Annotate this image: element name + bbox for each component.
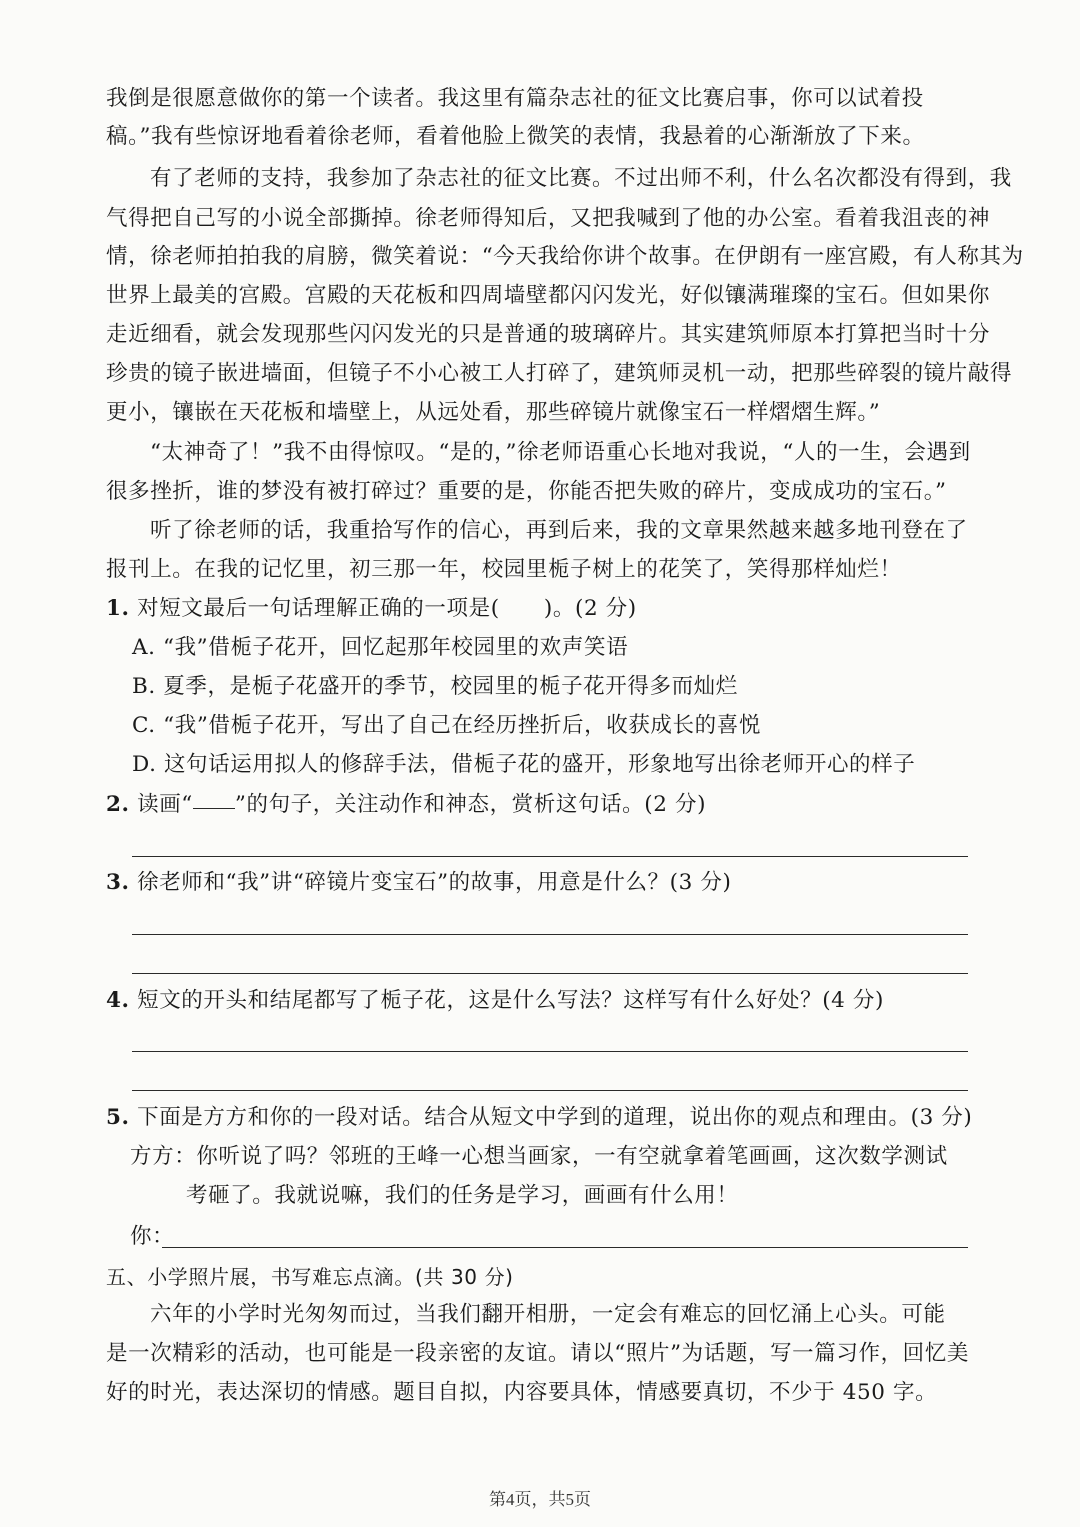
question-text: 下面是方方和你的一段对话。结合从短文中学到的道理，说出你的观点和理由。(3 分) xyxy=(129,1105,973,1130)
section-title: 五、小学照片展，书写难忘点滴。(共 30 分) xyxy=(106,1265,514,1289)
question-number: 1. xyxy=(106,596,130,621)
page-footer: 第4页，共5页 xyxy=(489,1490,591,1509)
question-text: 读画“ xyxy=(129,792,193,817)
prompt-line: 是一次精彩的活动，也可能是一段亲密的友谊。请以“照片”为话题，写一篇习作，回忆美 xyxy=(106,1341,969,1366)
question-number: 2. xyxy=(106,792,130,817)
question-number: 5. xyxy=(106,1105,130,1130)
you-label: 你： xyxy=(130,1224,175,1249)
answer-line[interactable] xyxy=(132,934,968,935)
question-3 xyxy=(106,868,976,898)
question-text: 徐老师和“我”讲“碎镜片变宝石”的故事，用意是什么？(3 分) xyxy=(129,870,732,895)
question-number: 4. xyxy=(106,988,130,1013)
passage-line: 听了徐老师的话，我重拾写作的信心，再到后来，我的文章果然越来越多地刊登在了 xyxy=(150,518,968,543)
prompt-line: 六年的小学时光匆匆而过，当我们翻开相册，一定会有难忘的回忆涌上心头。可能 xyxy=(150,1302,946,1327)
passage-line: 很多挫折，谁的梦没有被打碎过？重要的是，你能否把失败的碎片，变成成功的宝石。” xyxy=(106,479,947,504)
answer-line[interactable] xyxy=(132,1051,968,1052)
answer-line[interactable] xyxy=(162,1247,968,1248)
option-c: C. “我”借栀子花开，写出了自己在经历挫折后，收获成长的喜悦 xyxy=(132,713,761,738)
question-5 xyxy=(106,1103,976,1133)
answer-line[interactable] xyxy=(132,856,968,857)
question-text: 对短文最后一句话理解正确的一项是( )。(2 分) xyxy=(129,596,637,621)
question-text: ”的句子，关注动作和神态，赏析这句话。(2 分) xyxy=(234,792,707,817)
passage-line: 报刊上。在我的记忆里，初三那一年，校园里栀子树上的花笑了，笑得那样灿烂！ xyxy=(106,557,902,582)
question-text: 短文的开头和结尾都写了栀子花，这是什么写法？这样写有什么好处？(4 分) xyxy=(129,988,884,1013)
dialog-line: 方方：你听说了吗？邻班的王峰一心想当画家，一有空就拿着笔画画，这次数学测试 xyxy=(130,1144,948,1169)
passage-line: 更小，镶嵌在天花板和墙壁上，从远处看，那些碎镜片就像宝石一样熠熠生辉。” xyxy=(106,400,881,425)
answer-line[interactable] xyxy=(132,1090,968,1091)
answer-line[interactable] xyxy=(132,973,968,974)
question-2 xyxy=(106,790,976,820)
passage-line: 珍贵的镜子嵌进墙面，但镜子不小心被工人打碎了，建筑师灵机一动，把那些碎裂的镜片敲得 xyxy=(106,361,1013,386)
question-1 xyxy=(106,594,976,624)
underline-sample xyxy=(193,794,235,809)
passage-line: 情，徐老师拍拍我的肩膀，微笑着说：“今天我给你讲个故事。在伊朗有一座宫殿，有人称其为 xyxy=(106,244,1024,269)
option-d: D. 这句话运用拟人的修辞手法，借栀子花的盛开，形象地写出徐老师开心的样子 xyxy=(132,752,916,777)
question-number: 3. xyxy=(106,870,130,895)
option-a: A. “我”借栀子花开，回忆起那年校园里的欢声笑语 xyxy=(132,635,629,660)
passage-line: “太神奇了！”我不由得惊叹。“是的，”徐老师语重心长地对我说，“人的一生，会遇到 xyxy=(150,440,971,465)
prompt-line: 好的时光，表达深切的情感。题目自拟，内容要具体，情感要真切，不少于 450 字。 xyxy=(106,1380,938,1405)
passage-line: 气得把自己写的小说全部撕掉。徐老师得知后，又把我喊到了他的办公室。看着我沮丧的神 xyxy=(106,206,991,231)
passage-line: 世界上最美的宫殿。宫殿的天花板和四周墙壁都闪闪发光，好似镶满璀璨的宝石。但如果你 xyxy=(106,283,991,308)
question-4 xyxy=(106,986,976,1016)
passage-line: 走近细看，就会发现那些闪闪发光的只是普通的玻璃碎片。其实建筑师原本打算把当时十分 xyxy=(106,322,991,347)
passage-line: 我倒是很愿意做你的第一个读者。我这里有篇杂志社的征文比赛启事，你可以试着投 xyxy=(106,86,924,111)
option-b: B. 夏季，是栀子花盛开的季节，校园里的栀子花开得多而灿烂 xyxy=(132,674,738,699)
passage-line: 稿。”我有些惊讶地看着徐老师，看着他脸上微笑的表情，我悬着的心渐渐放了下来。 xyxy=(106,124,925,149)
dialog-line: 考砸了。我就说嘛，我们的任务是学习，画画有什么用！ xyxy=(186,1183,739,1208)
passage-line: 有了老师的支持，我参加了杂志社的征文比赛。不过出师不利，什么名次都没有得到，我 xyxy=(150,166,1012,191)
